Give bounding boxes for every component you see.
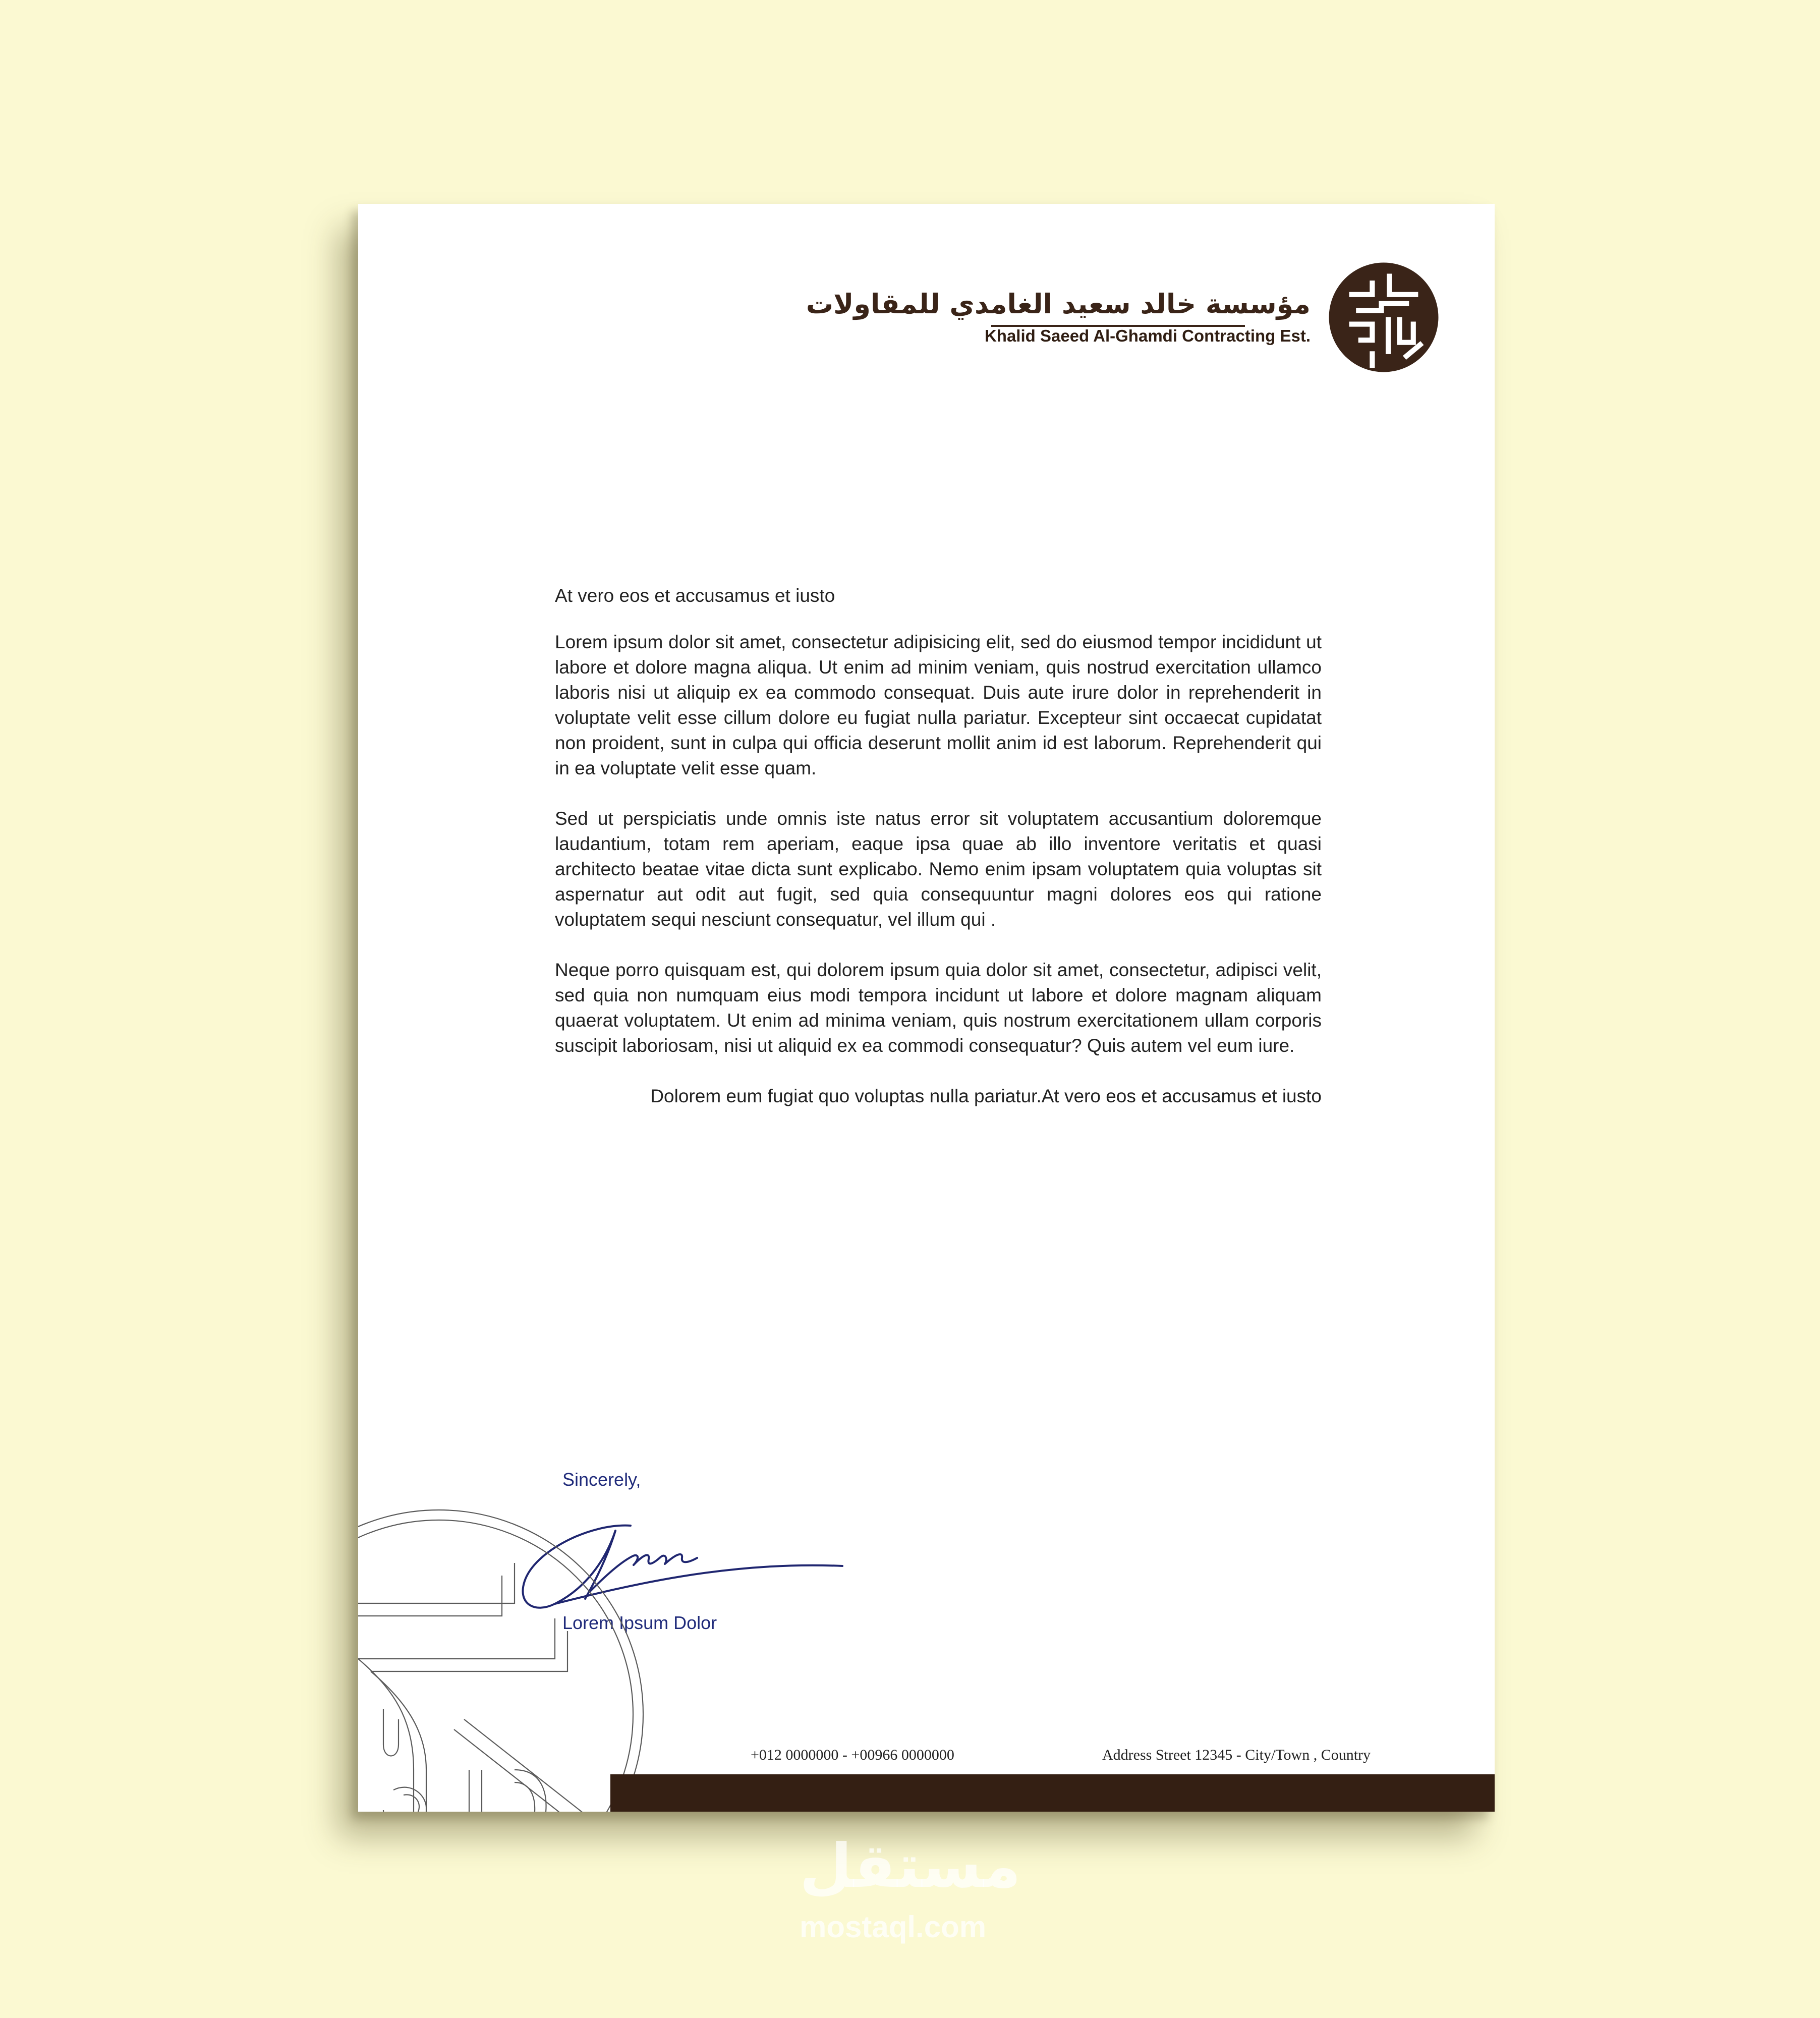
contact-address: Address Street 12345 - City/Town , Country — [1102, 1747, 1371, 1763]
contact-phones: +012 0000000 - +00966 0000000 — [751, 1747, 954, 1763]
watermark-brand-arabic: مستقل — [800, 1831, 1021, 1901]
letter-paragraph: Sed ut perspiciatis unde omnis iste natus error sit voluptatem accusantium doloremque laudantium, totam rem aperiam, eaque ipsa quae ab illo inventore veritatis et quasi architecto beatae vitae dicta sunt explicabo. Nemo enim ipsam voluptatem quia voluptas sit aspernatur aut odit aut fugit, sed quia consequuntur magni dolores eos qui ratione voluptatem sequi nesciunt consequatur, vel illum qui . — [555, 808, 1322, 930]
letter-body — [555, 583, 1322, 1109]
footer-bar — [610, 1774, 1495, 1812]
company-name-arabic: مؤسسة خالد سعيد الغامدي للمقاولات — [806, 288, 1311, 320]
letterhead-page — [358, 204, 1495, 1812]
sign-off: Sincerely, — [562, 1469, 641, 1490]
letter-paragraph: Neque porro quisquam est, qui dolorem ipsum quia dolor sit amet, consectetur, adipisci velit, sed quia non numquam eius modi tempora incidunt ut labore et dolore magnam aliquam quaerat voluptatem. Ut enim ad minima veniam, quis nostrum exercitationem ullam corporis suscipit laboriosam, nisi ut aliquid ex ea commodi consequatur? Quis autem vel eum iure. — [555, 960, 1322, 1056]
decorative-emblem-icon — [358, 1507, 646, 1812]
letter-subject: At vero eos et accusamus et iusto — [555, 585, 835, 606]
signer-name: Lorem Ipsum Dolor — [562, 1612, 717, 1633]
watermark-url: mostaql.com — [800, 1910, 987, 1944]
letter-paragraph: Lorem ipsum dolor sit amet, consectetur adipisicing elit, sed do eiusmod tempor incididunt ut labore et dolore magna aliqua. Ut enim ad minim veniam, quis nostrud exercitation ullamco laboris nisi ut aliquip ex ea commodo consequat. Duis aute irure dolor in reprehenderit in voluptate velit esse cillum dolore eu fugiat nulla pariatur. Excepteur sint occaecat cupidatat non proident, sunt in culpa qui officia deserunt mollit anim id est laborum. Reprehenderit qui in ea voluptate velit esse quam. — [555, 632, 1322, 778]
company-name-english: Khalid Saeed Al-Ghamdi Contracting Est. — [984, 326, 1311, 345]
company-logo-icon — [1327, 260, 1441, 374]
letter-closing-line: Dolorem eum fugiat quo voluptas nulla pariatur.At vero eos et accusamus et iusto — [650, 1086, 1322, 1106]
